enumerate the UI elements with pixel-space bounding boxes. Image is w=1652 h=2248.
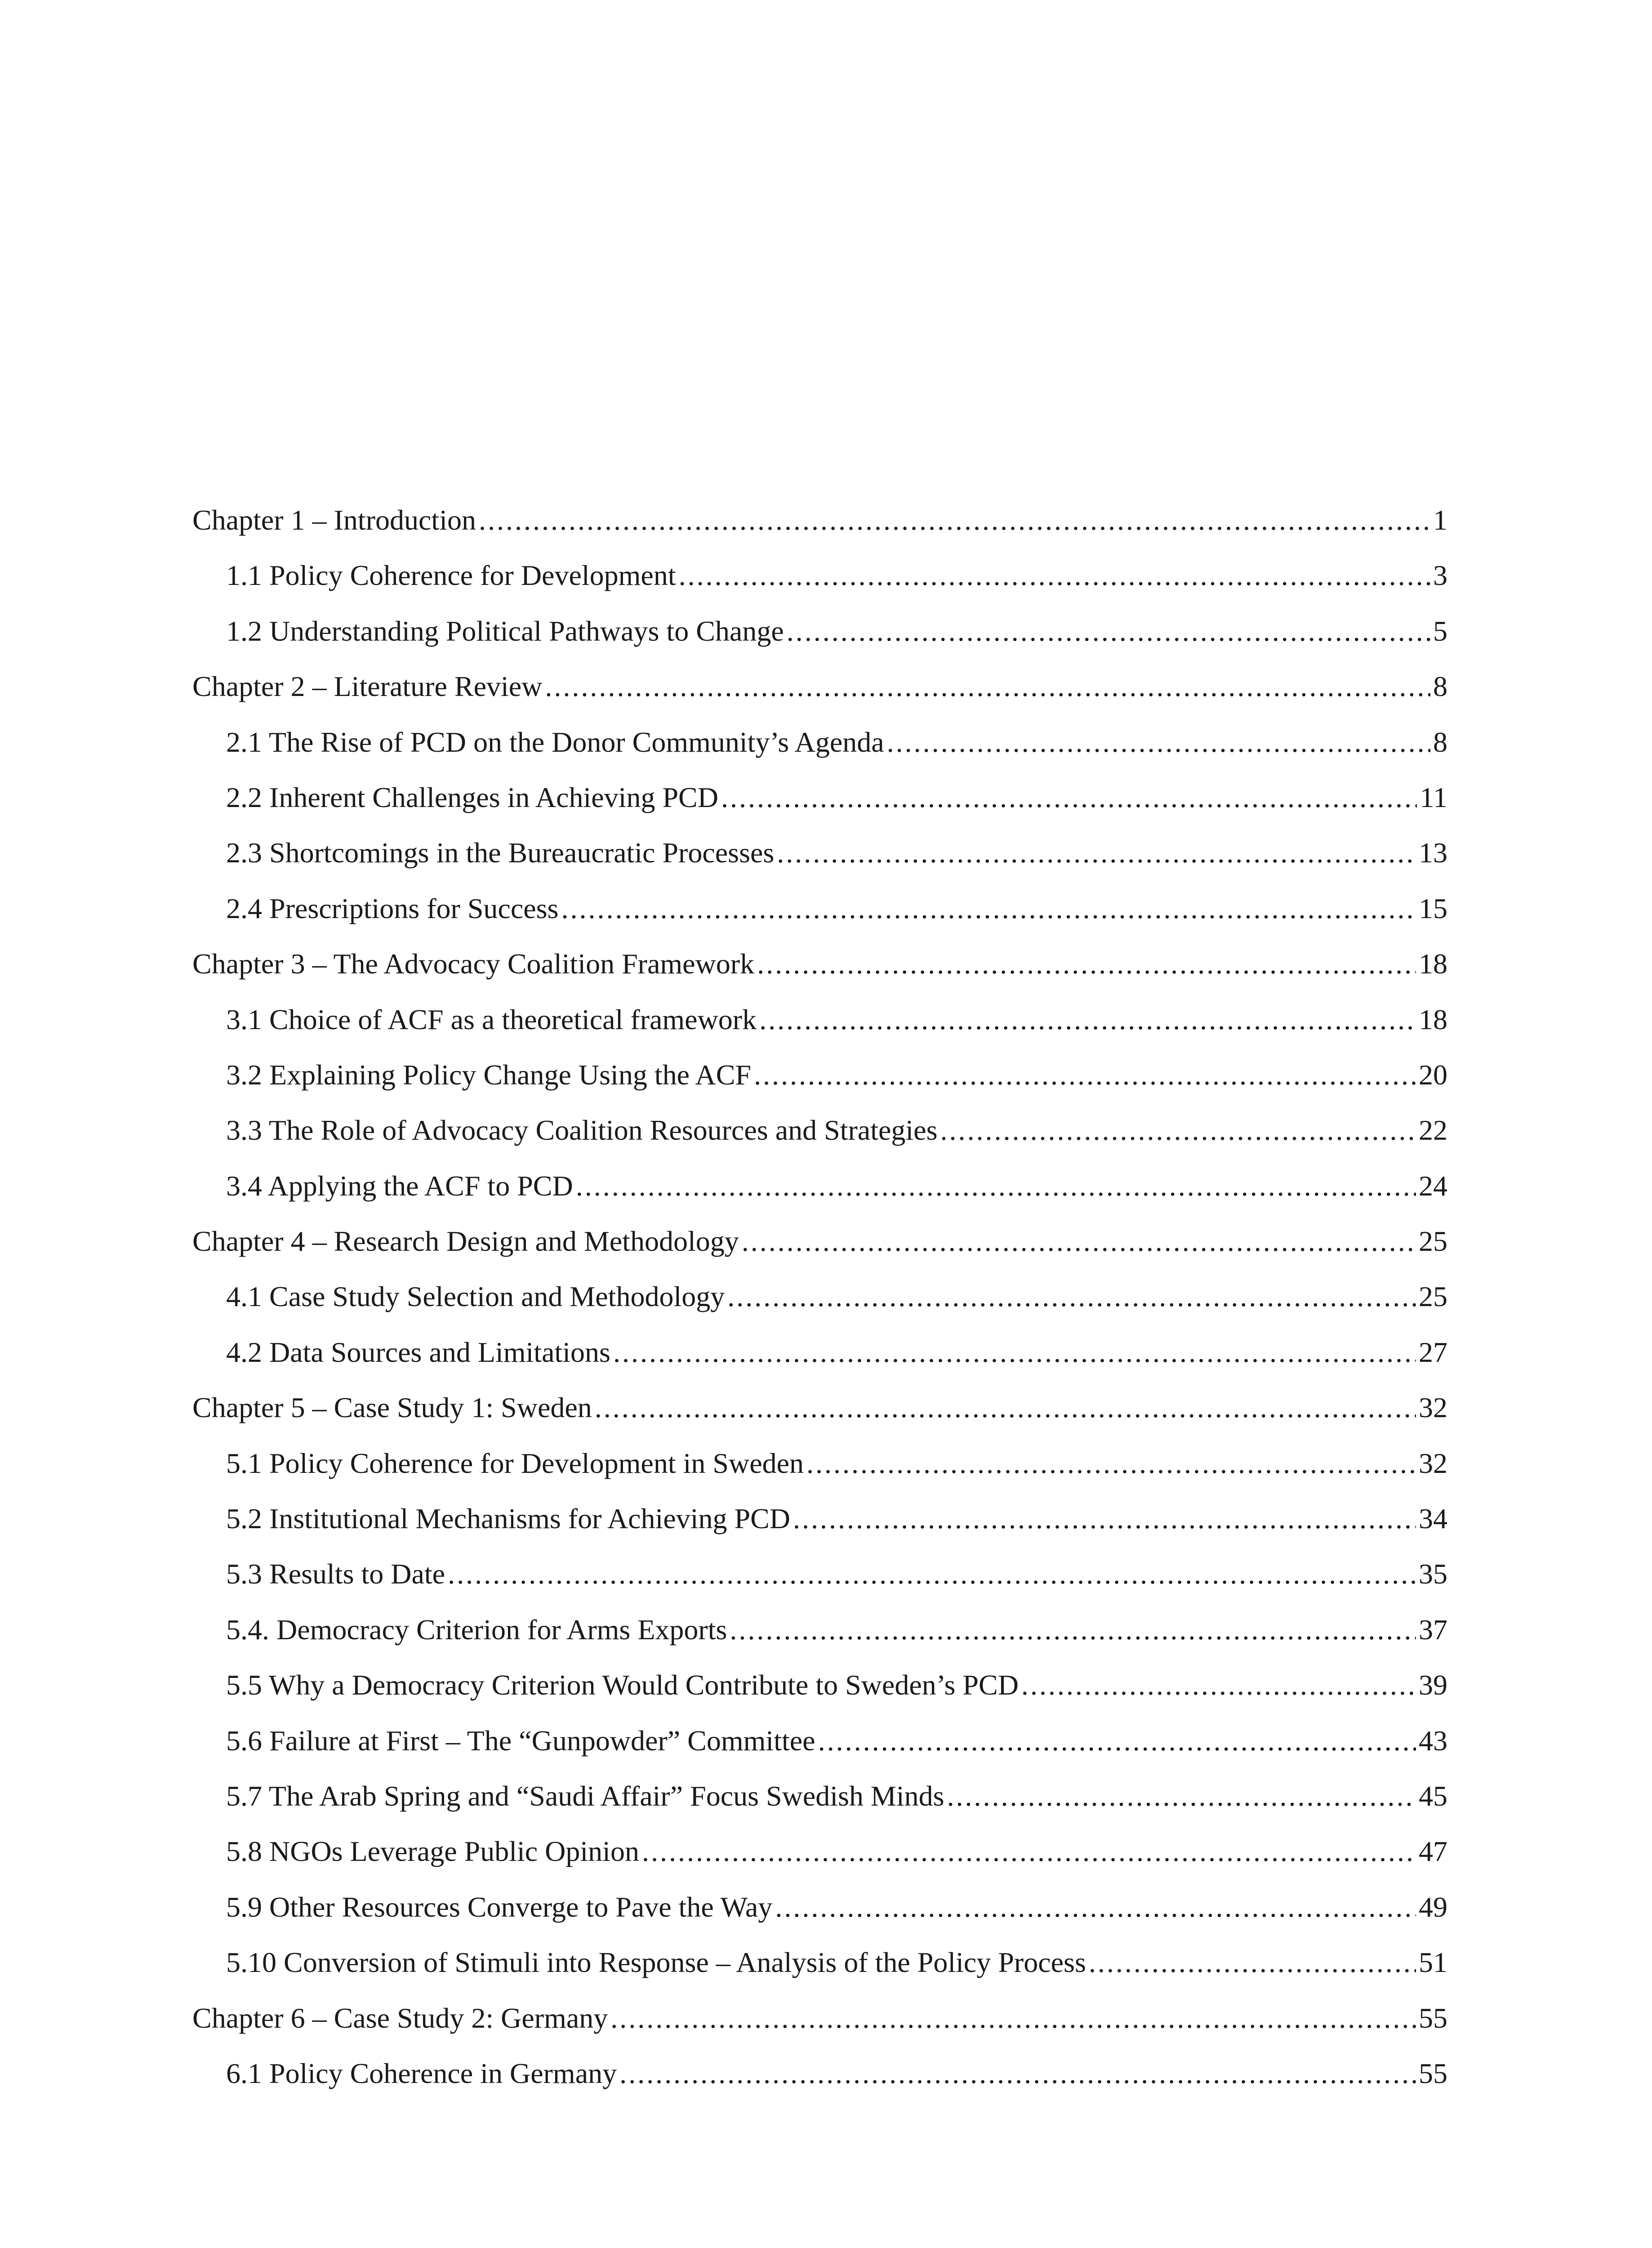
toc-entry-page-number: 22	[1419, 1114, 1447, 1146]
toc-entry-5-9	[192, 1879, 1447, 1935]
toc-entry-title: 5.5 Why a Democracy Criterion Would Contribute to Sweden’s PCD	[226, 1669, 1019, 1701]
toc-entry-title: 3.3 The Role of Advocacy Coalition Resources and Strategies	[226, 1114, 938, 1146]
toc-entry-3-1	[192, 992, 1447, 1047]
toc-entry-2-3	[192, 825, 1447, 880]
toc-entry-page-number: 34	[1419, 1503, 1447, 1535]
toc-dot-leader	[793, 1491, 1416, 1546]
toc-entry-page-number: 8	[1433, 670, 1447, 703]
toc-entry-title: Chapter 4 – Research Design and Methodology	[192, 1225, 739, 1258]
toc-dot-leader	[787, 603, 1430, 659]
toc-entry-title: 6.1 Policy Coherence in Germany	[226, 2057, 617, 2089]
toc-entry-3-4	[192, 1158, 1447, 1213]
toc-entry-page-number: 5	[1433, 615, 1447, 647]
toc-entry-title: 3.4 Applying the ACF to PCD	[226, 1169, 573, 1202]
toc-entry-title: 5.2 Institutional Mechanisms for Achieving PCD	[226, 1503, 790, 1535]
toc-dot-leader	[576, 1158, 1416, 1213]
toc-entry-page-number: 13	[1419, 837, 1447, 869]
toc-dot-leader	[721, 770, 1417, 825]
toc-entry-title: Chapter 1 – Introduction	[192, 504, 476, 536]
toc-entry-title: 2.4 Prescriptions for Success	[226, 892, 559, 924]
toc-entry-chapter-6	[192, 1990, 1447, 2046]
toc-entry-title: 4.1 Case Study Selection and Methodology	[226, 1280, 725, 1313]
toc-entry-title: Chapter 5 – Case Study 1: Sweden	[192, 1392, 592, 1424]
toc-entry-page-number: 8	[1433, 726, 1447, 758]
toc-entry-title: 1.1 Policy Coherence for Development	[226, 559, 676, 592]
toc-entry-page-number: 25	[1419, 1280, 1447, 1313]
toc-dot-leader	[610, 1990, 1416, 2046]
toc-entry-1-2	[192, 603, 1447, 659]
toc-dot-leader	[545, 659, 1430, 714]
toc-entry-3-2	[192, 1047, 1447, 1102]
toc-entry-chapter-1	[192, 492, 1447, 548]
toc-dot-leader	[1021, 1657, 1416, 1713]
toc-entry-chapter-5	[192, 1380, 1447, 1435]
toc-entry-chapter-4	[192, 1213, 1447, 1269]
toc-entry-page-number: 18	[1419, 948, 1447, 980]
toc-entry-title: 3.2 Explaining Policy Change Using the ACF	[226, 1058, 751, 1091]
toc-entry-chapter-2	[192, 659, 1447, 714]
toc-entry-title: 5.6 Failure at First – The “Gunpowder” Committee	[226, 1724, 815, 1757]
toc-entry-page-number: 51	[1419, 1946, 1447, 1979]
toc-dot-leader	[777, 825, 1416, 880]
toc-entry-title: 1.2 Understanding Political Pathways to Change	[226, 615, 784, 647]
toc-entry-6-1	[192, 2046, 1447, 2101]
toc-entry-title: 5.7 The Arab Spring and “Saudi Affair” Focus Swedish Minds	[226, 1780, 944, 1812]
toc-entry-title: 2.1 The Rise of PCD on the Donor Community’s Agenda	[226, 726, 884, 758]
toc-entry-page-number: 18	[1419, 1003, 1447, 1035]
toc-dot-leader	[613, 1325, 1416, 1380]
toc-entry-page-number: 39	[1419, 1669, 1447, 1701]
toc-entry-page-number: 1	[1433, 504, 1447, 536]
toc-dot-leader	[679, 548, 1430, 603]
toc-entry-page-number: 55	[1419, 2057, 1447, 2089]
toc-dot-leader	[940, 1102, 1416, 1158]
toc-dot-leader	[479, 492, 1430, 548]
toc-entry-page-number: 43	[1419, 1724, 1447, 1757]
toc-dot-leader	[619, 2046, 1416, 2101]
toc-entry-title: 3.1 Choice of ACF as a theoretical framework	[226, 1003, 757, 1035]
toc-entry-page-number: 45	[1419, 1780, 1447, 1812]
toc-dot-leader	[757, 936, 1416, 991]
toc-entry-5-5	[192, 1657, 1447, 1713]
toc-entry-title: 5.9 Other Resources Converge to Pave the Way	[226, 1891, 773, 1923]
toc-entry-5-3	[192, 1546, 1447, 1601]
toc-entry-5-1	[192, 1436, 1447, 1491]
toc-dot-leader	[595, 1380, 1416, 1435]
toc-entry-2-4	[192, 881, 1447, 936]
toc-entry-page-number: 3	[1433, 559, 1447, 592]
toc-entry-page-number: 55	[1419, 2002, 1447, 2034]
toc-entry-page-number: 35	[1419, 1558, 1447, 1590]
toc-dot-leader	[775, 1879, 1416, 1935]
toc-dot-leader	[1089, 1935, 1416, 1990]
toc-entry-title: 5.8 NGOs Leverage Public Opinion	[226, 1835, 639, 1868]
toc-entry-title: 2.2 Inherent Challenges in Achieving PCD	[226, 781, 718, 813]
toc-dot-leader	[947, 1768, 1416, 1824]
toc-entry-page-number: 24	[1419, 1169, 1447, 1202]
toc-entry-page-number: 25	[1419, 1225, 1447, 1258]
toc-entry-title: Chapter 2 – Literature Review	[192, 670, 543, 703]
toc-dot-leader	[806, 1436, 1416, 1491]
toc-entry-5-4	[192, 1602, 1447, 1657]
toc-entry-4-1	[192, 1269, 1447, 1324]
toc-entry-5-8	[192, 1824, 1447, 1879]
toc-entry-5-7	[192, 1768, 1447, 1824]
toc-entry-page-number: 49	[1419, 1891, 1447, 1923]
toc-entry-title: 5.3 Results to Date	[226, 1558, 445, 1590]
toc-entry-chapter-3	[192, 936, 1447, 991]
toc-dot-leader	[887, 714, 1430, 770]
toc-dot-leader	[742, 1213, 1416, 1269]
toc-entry-page-number: 27	[1419, 1336, 1447, 1368]
toc-entry-title: 5.10 Conversion of Stimuli into Response – Analysis of the Policy Process	[226, 1946, 1086, 1979]
toc-dot-leader	[730, 1602, 1416, 1657]
toc-dot-leader	[642, 1824, 1416, 1879]
toc-entry-page-number: 11	[1420, 781, 1447, 813]
toc-entry-5-2	[192, 1491, 1447, 1546]
toc-entry-3-3	[192, 1102, 1447, 1158]
toc-entry-5-10	[192, 1935, 1447, 1990]
toc-entry-title: 5.1 Policy Coherence for Development in Sweden	[226, 1447, 804, 1479]
toc-entry-title: Chapter 6 – Case Study 2: Germany	[192, 2002, 608, 2034]
toc-entry-title: 5.4. Democracy Criterion for Arms Exports	[226, 1613, 727, 1646]
toc-entry-page-number: 15	[1419, 892, 1447, 924]
toc-dot-leader	[448, 1546, 1416, 1601]
toc-entry-5-6	[192, 1713, 1447, 1768]
toc-entry-page-number: 32	[1419, 1447, 1447, 1479]
toc-entry-2-2	[192, 770, 1447, 825]
toc-entry-2-1	[192, 714, 1447, 770]
toc-entry-title: 2.3 Shortcomings in the Bureaucratic Processes	[226, 837, 775, 869]
toc-entry-title: 4.2 Data Sources and Limitations	[226, 1336, 610, 1368]
toc-entry-page-number: 32	[1419, 1392, 1447, 1424]
table-of-contents	[192, 492, 1447, 2101]
toc-dot-leader	[727, 1269, 1416, 1324]
toc-entry-page-number: 37	[1419, 1613, 1447, 1646]
toc-entry-1-1	[192, 548, 1447, 603]
toc-entry-4-2	[192, 1325, 1447, 1380]
toc-entry-title: Chapter 3 – The Advocacy Coalition Framework	[192, 948, 755, 980]
toc-dot-leader	[759, 992, 1416, 1047]
toc-entry-page-number: 20	[1419, 1058, 1447, 1091]
toc-dot-leader	[754, 1047, 1416, 1102]
toc-dot-leader	[818, 1713, 1416, 1768]
toc-dot-leader	[561, 881, 1416, 936]
toc-entry-page-number: 47	[1419, 1835, 1447, 1868]
